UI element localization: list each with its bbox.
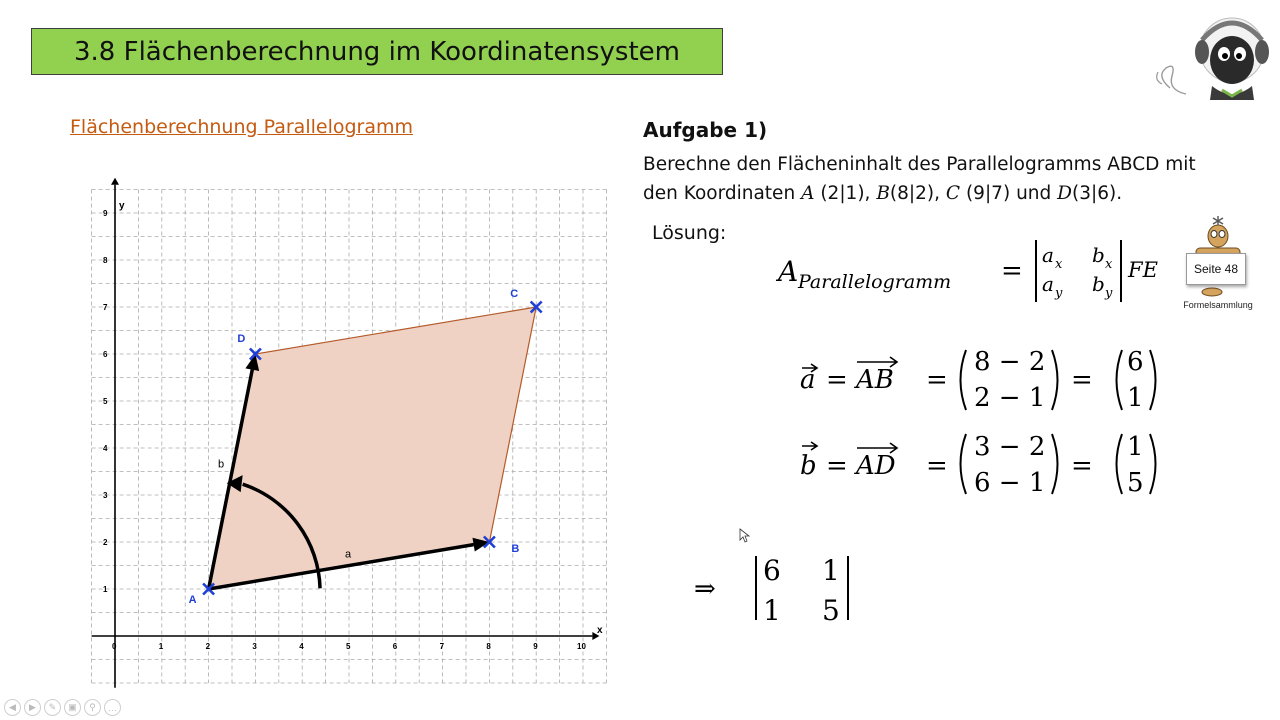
y-tick-label: 1: [103, 585, 108, 594]
next-icon[interactable]: ▶: [24, 699, 41, 716]
zoom-icon[interactable]: ⚲: [84, 699, 101, 716]
y-tick-label: 5: [103, 397, 108, 406]
vec-a-top: 8 − 2: [974, 347, 1046, 377]
paren-right: [1052, 350, 1058, 410]
vec-b-res-top: 1: [1127, 432, 1144, 462]
x-tick-label: 2: [205, 642, 211, 651]
formula-ax-sub: x: [1055, 257, 1063, 272]
det-m21: 1: [763, 594, 781, 627]
y-tick-label: 2: [103, 538, 108, 547]
formula-lhs: A: [778, 255, 799, 288]
formelsammlung-label: Formelsammlung: [1183, 300, 1253, 310]
area-formula: [775, 240, 1158, 302]
vec-b-res-bottom: 5: [1127, 468, 1144, 498]
vector-b-equation: [800, 432, 1156, 498]
det-m11: 6: [763, 554, 781, 587]
x-tick-label: 8: [486, 642, 491, 651]
vec-a-seg: AB: [856, 365, 894, 395]
mouse-cursor-icon: [739, 528, 751, 544]
formelsammlung-page: Seite 48: [1186, 253, 1246, 285]
more-icon[interactable]: …: [104, 699, 121, 716]
y-tick-label: 3: [103, 491, 108, 500]
x-tick-label: 3: [252, 642, 257, 651]
task-line-1: Berechne den Flächeninhalt des Parallelogramms ABCD mit: [643, 154, 1196, 175]
vector-a-label: a: [345, 548, 352, 561]
y-tick-label: 9: [103, 209, 108, 218]
vec-a-res-top: 6: [1127, 347, 1144, 377]
x-tick-label: 9: [533, 642, 538, 651]
y-tick-label: 6: [103, 350, 108, 359]
point-label-a: A: [188, 594, 197, 606]
task-line-2: den Koordinaten A (2|1), B(8|2), C (9|7) und D(3|6).: [643, 183, 1123, 204]
x-tick-label: 6: [392, 642, 398, 651]
presenter-toolbar: [4, 699, 121, 716]
y-tick-label: 7: [103, 303, 108, 312]
point-label-b: B: [511, 543, 520, 555]
formula-by: b: [1092, 272, 1105, 296]
subtitle-link[interactable]: Flächenberechnung Parallelogramm: [70, 116, 414, 138]
formula-ay-sub: y: [1055, 286, 1063, 301]
title-text: 3.8 Flächenberechnung im Koordinatensystem: [74, 36, 680, 67]
vec-b-top: 3 − 2: [974, 432, 1046, 462]
formula-ax: a: [1042, 243, 1054, 267]
formula-bx: b: [1092, 243, 1105, 267]
formula-by-sub: y: [1105, 286, 1113, 301]
x-tick-label: 0: [112, 642, 117, 651]
paren-left: [961, 350, 967, 410]
sheep-headphones-logo-icon: [1150, 10, 1278, 108]
vec-a-eq3: =: [1071, 365, 1093, 395]
solution-label: Lösung:: [652, 222, 727, 244]
x-tick-label: 4: [299, 642, 304, 651]
det-m12: 1: [822, 554, 840, 587]
x-tick-label: 1: [158, 642, 164, 651]
vector-b-label: b: [218, 458, 225, 471]
vec-a-name: a: [800, 365, 816, 395]
point-label-d: D: [237, 333, 246, 345]
vector-a-equation: [800, 347, 1156, 413]
paren-right: [1150, 350, 1156, 410]
formula-ay: a: [1042, 272, 1054, 296]
x-tick-label: 7: [439, 642, 445, 651]
vec-a-bottom: 2 − 1: [974, 383, 1046, 413]
vec-b-arrow-icon: [802, 442, 817, 450]
determinant: [694, 554, 848, 627]
formula-lhs-sub: Parallelogramm: [798, 271, 952, 293]
task-heading: Aufgabe 1): [643, 118, 768, 142]
x-tick-label: 5: [346, 642, 351, 651]
y-tick-label: 8: [103, 256, 108, 265]
vec-a-eq2: =: [926, 365, 948, 395]
formula-equals: =: [1001, 256, 1023, 286]
paren-right: [1150, 434, 1156, 494]
vec-b-seg: AD: [856, 451, 896, 481]
vec-a-res-bottom: 1: [1127, 383, 1144, 413]
point-label-c: C: [510, 288, 519, 300]
x-axis-label: x: [597, 625, 603, 636]
formula-unit: FE: [1128, 258, 1158, 282]
y-axis-label: y: [119, 200, 125, 212]
det-m22: 5: [822, 594, 840, 627]
prev-icon[interactable]: ◀: [4, 699, 21, 716]
vec-b-eq2: =: [926, 451, 948, 481]
slides-icon[interactable]: ▣: [64, 699, 81, 716]
vec-b-name: b: [800, 451, 817, 481]
paren-right: [1052, 434, 1058, 494]
vec-b-bottom: 6 − 1: [974, 468, 1046, 498]
paren-left: [1117, 350, 1123, 410]
y-tick-label: 4: [103, 444, 108, 453]
vec-b-eq: =: [826, 451, 848, 481]
pen-icon[interactable]: ✎: [44, 699, 61, 716]
implies-arrow: ⇒: [694, 574, 716, 604]
formula-bx-sub: x: [1105, 257, 1113, 272]
vec-b-eq3: =: [1071, 451, 1093, 481]
vec-a-eq: =: [826, 365, 848, 395]
paren-left: [1117, 434, 1123, 494]
x-tick-label: 10: [577, 642, 586, 651]
paren-left: [961, 434, 967, 494]
